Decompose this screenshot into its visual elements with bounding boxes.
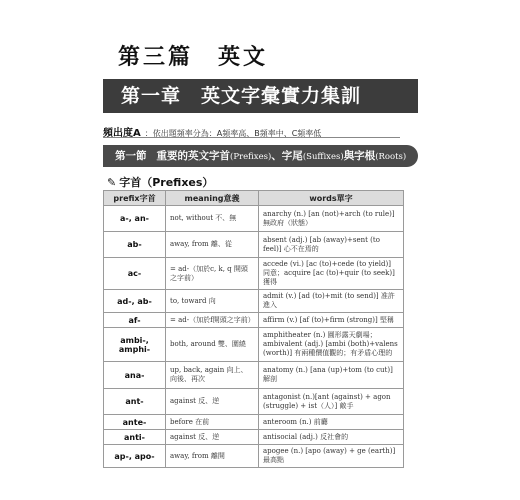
- meaning-cell: away, from 離開: [166, 445, 259, 468]
- table-row: [104, 389, 404, 415]
- prefix-cell: ap-, apo-: [104, 445, 166, 468]
- prefix-table: [103, 190, 404, 468]
- frequency-description: ：依出題頻率分為：A頻率高、B頻率中、C頻率低: [144, 129, 322, 138]
- meaning-cell: away, from 離、從: [166, 232, 259, 258]
- subheading-text: 字首（Prefixes）: [119, 176, 214, 189]
- pencil-icon: ✎: [107, 176, 117, 189]
- prefix-cell: anti-: [104, 430, 166, 445]
- table-row: [104, 313, 404, 328]
- section-title-prefixes-en: (Prefixes): [230, 152, 272, 162]
- frequency-line: [103, 121, 400, 138]
- prefix-cell: ante-: [104, 415, 166, 430]
- section-number: 第一節: [115, 150, 147, 162]
- meaning-cell: = ad-（加於f開頭之字前）: [166, 313, 259, 328]
- section-title-roots-en: (Roots): [375, 152, 407, 162]
- words-cell: affirm (v.) [af (to)+firm (strong)] 堅稱: [259, 313, 404, 328]
- section-title-bar: [103, 145, 418, 167]
- prefix-cell: a-, an-: [104, 206, 166, 232]
- words-cell: anarchy (n.) [an (not)+arch (to rule)] 無政府（狀態）: [259, 206, 404, 232]
- header-meaning: meaning意義: [166, 191, 259, 206]
- prefix-cell: ab-: [104, 232, 166, 258]
- words-cell: anatomy (n.) [ana (up)+tom (to cut)] 解剖: [259, 362, 404, 389]
- table-row: [104, 206, 404, 232]
- words-cell: amphitheater (n.) 圓形露天劇場；ambivalent (adj.) [ambi (both)+valens (worth)] 有兩種價值觀的；有矛盾心理的: [259, 328, 404, 362]
- table-row: [104, 430, 404, 445]
- table-header-row: [104, 191, 404, 206]
- section-title-prefixes: 重要的英文字首: [156, 150, 230, 162]
- section-title-sep1: 、字尾: [271, 150, 303, 162]
- meaning-cell: up, back, again 向上、向後、再次: [166, 362, 259, 389]
- table-row: [104, 232, 404, 258]
- frequency-label: 頻出度A: [103, 128, 141, 139]
- part-title: 第三篇 英文: [118, 45, 269, 70]
- meaning-cell: against 反、逆: [166, 430, 259, 445]
- words-cell: anteroom (n.) 前廳: [259, 415, 404, 430]
- meaning-cell: before 在前: [166, 415, 259, 430]
- meaning-cell: to, toward 向: [166, 290, 259, 313]
- header-prefix: prefix字首: [104, 191, 166, 206]
- table-row: [104, 328, 404, 362]
- meaning-cell: not, without 不、無: [166, 206, 259, 232]
- section-title-sep2: 與字根: [343, 150, 376, 162]
- words-cell: absent (adj.) [ab (away)+sent (to feel)] 心不在焉的: [259, 232, 404, 258]
- subheading: [107, 174, 213, 190]
- meaning-cell: both, around 雙、圍繞: [166, 328, 259, 362]
- table-row: [104, 415, 404, 430]
- header-words: words單字: [259, 191, 404, 206]
- prefix-cell: ambi-, amphi-: [104, 328, 166, 362]
- prefix-cell: af-: [104, 313, 166, 328]
- prefix-cell: ad-, ab-: [104, 290, 166, 313]
- section-title-suffixes-en: (Suffixes): [302, 152, 344, 162]
- table-row: [104, 258, 404, 290]
- prefix-cell: ac-: [104, 258, 166, 290]
- words-cell: antagonist (n.)[ant (against) + agon (struggle) + ist（人）] 敵手: [259, 389, 404, 415]
- words-cell: accede (vi.) [ac (to)+cede (to yield)] 同意；acquire [ac (to)+quir (to seek)] 獲得: [259, 258, 404, 290]
- words-cell: admit (v.) [ad (to)+mit (to send)] 准許進入: [259, 290, 404, 313]
- table-row: [104, 445, 404, 468]
- prefix-cell: ana-: [104, 362, 166, 389]
- table-row: [104, 362, 404, 389]
- table-row: [104, 290, 404, 313]
- words-cell: apogee (n.) [apo (away) + ge (earth)] 最高點: [259, 445, 404, 468]
- chapter-title: 第一章 英文字彙實力集訓: [103, 79, 418, 113]
- words-cell: antisocial (adj.) 反社會的: [259, 430, 404, 445]
- meaning-cell: against 反、逆: [166, 389, 259, 415]
- prefix-cell: ant-: [104, 389, 166, 415]
- meaning-cell: = ad-（加於c, k, q 開頭之字前）: [166, 258, 259, 290]
